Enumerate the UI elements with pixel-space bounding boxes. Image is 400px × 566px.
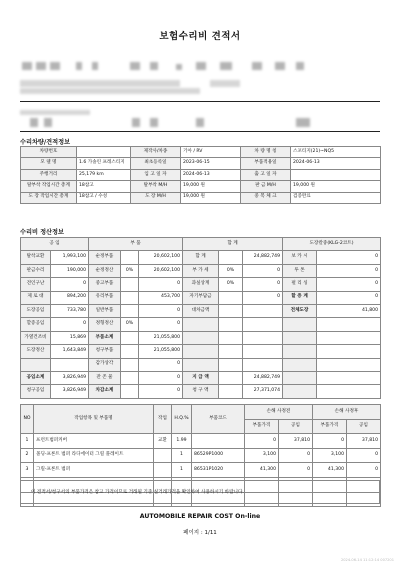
settlement-label: 유리부품	[89, 291, 121, 304]
settlement-value: 190,000	[51, 264, 89, 277]
settlement-value: 15,869	[51, 331, 89, 344]
settlement-value: 27,371,074	[243, 385, 283, 398]
table-row	[21, 434, 381, 449]
item-cell: 그릴-프론트 범퍼	[34, 463, 154, 478]
settlement-rate	[121, 251, 139, 264]
settlement-label: 청구공임	[21, 385, 51, 398]
print-timestamp: 2024-06-14 11:12:14 007201	[340, 558, 394, 562]
settlement-row	[21, 304, 381, 317]
settlement-value: 0	[317, 264, 381, 277]
item-cell	[192, 434, 245, 449]
items-sub-header: 공임	[347, 419, 381, 434]
item-cell: 1	[172, 463, 192, 478]
settlement-label	[283, 385, 317, 398]
settlement-label: 일반부품	[89, 304, 121, 317]
items-sub-header: 부품가격	[245, 419, 279, 434]
item-cell: 1.99	[172, 434, 192, 449]
settlement-label: 가열건조비	[21, 331, 51, 344]
table-row	[21, 463, 381, 478]
redacted-block	[36, 62, 46, 70]
settlement-row	[21, 291, 381, 304]
settlement-label: 과실상계	[183, 278, 219, 291]
settlement-value: 3,826,949	[51, 385, 89, 398]
info-value: 기아 / RV	[181, 147, 241, 158]
settlement-label	[283, 345, 317, 358]
items-column-header: NO	[21, 405, 34, 434]
settlement-label: 견인구난	[21, 278, 51, 291]
info-label: 모 델 명	[21, 158, 77, 169]
settlement-rate	[219, 385, 243, 398]
settlement-rate	[121, 291, 139, 304]
page-number: 페이지 : 1/11	[183, 530, 217, 536]
redacted-block	[132, 118, 140, 127]
settlement-value: 0	[243, 291, 283, 304]
settlement-label: 정형정산	[89, 318, 121, 331]
settlement-value: 1,993,100	[51, 251, 89, 264]
items-column-header: H.Q.%	[172, 405, 192, 434]
item-cell	[154, 463, 172, 478]
settlement-label: 청구부품	[89, 345, 121, 358]
info-value	[77, 147, 131, 158]
settlement-label: 부품소계	[89, 331, 121, 344]
notice-box: 이 견적서/청구서의 부품가격은 참고 가격이므로 거래될 기준 실거래가격을 확인하여 사용하시기 바랍니다.	[20, 480, 380, 504]
info-label: 최초등록일	[131, 158, 181, 169]
item-cell: 41,300	[245, 463, 279, 478]
settlement-row	[21, 318, 381, 331]
item-cell: 3,100	[313, 448, 347, 463]
settlement-value	[243, 358, 283, 371]
settlement-row	[21, 278, 381, 291]
vehicle-info-row	[21, 181, 381, 192]
settlement-label	[283, 371, 317, 384]
item-cell: 0	[347, 463, 381, 478]
item-cell: 1	[21, 434, 34, 449]
items-column-header: 작업항목 및 부품명	[34, 405, 154, 434]
settlement-value	[317, 345, 381, 358]
settlement-label: 자기부담금	[183, 291, 219, 304]
settlement-row	[21, 371, 381, 384]
settlement-label	[183, 358, 219, 371]
settlement-value: 453,700	[139, 291, 183, 304]
settlement-rate	[121, 371, 139, 384]
settlement-label: 순정부품	[89, 251, 121, 264]
settlement-label: 펄 리 싱	[283, 278, 317, 291]
settlement-label: 보 카 시	[283, 251, 317, 264]
item-cell: 교환	[154, 434, 172, 449]
settlement-value: 0	[317, 251, 381, 264]
redacted-block	[296, 118, 310, 127]
settlement-value: 24,882,749	[243, 251, 283, 264]
table-row	[21, 448, 381, 463]
items-column-header: 작업	[154, 405, 172, 434]
settlement-value	[243, 345, 283, 358]
settlement-rate	[219, 304, 243, 317]
settlement-label: 지 급 액	[183, 371, 219, 384]
settlement-rate	[121, 331, 139, 344]
settlement-value	[243, 318, 283, 331]
info-label: 도 장 작업시간 총계	[21, 192, 77, 203]
info-label: 제작사/차종	[131, 147, 181, 158]
vehicle-info-row	[21, 147, 381, 158]
settlement-label: 대차금액	[183, 304, 219, 317]
info-label: 차량번호	[21, 147, 77, 158]
item-cell: 2	[21, 448, 34, 463]
settlement-value: 894,200	[51, 291, 89, 304]
redacted-block	[150, 62, 158, 70]
divider	[20, 101, 380, 102]
settlement-value: 20,602,100	[139, 264, 183, 277]
settlement-rate	[121, 278, 139, 291]
item-cell: 0	[245, 434, 279, 449]
settlement-row	[21, 264, 381, 277]
redacted-block	[20, 88, 200, 94]
settlement-value	[317, 358, 381, 371]
items-column-header: 손해 사정전	[245, 405, 313, 420]
redacted-block	[275, 62, 285, 70]
settlement-value: 0	[317, 291, 381, 304]
settlement-label: 도장공임	[21, 304, 51, 317]
item-cell: 0	[279, 463, 313, 478]
settlement-label: 잔 존 물	[89, 371, 121, 384]
info-label: 탈부착 M/H	[131, 181, 181, 192]
settlement-row	[21, 385, 381, 398]
settlement-header-row	[21, 238, 381, 251]
settlement-value: 733,780	[51, 304, 89, 317]
settlement-value: 0	[243, 278, 283, 291]
item-cell: 0	[313, 434, 347, 449]
redacted-block	[176, 64, 182, 70]
info-label: 도 장 M/H	[131, 192, 181, 203]
item-cell: 37,810	[347, 434, 381, 449]
redacted-block	[296, 62, 304, 70]
info-value: 2024-06-13	[291, 158, 381, 169]
item-cell: 프런트범퍼커버	[34, 434, 154, 449]
item-cell: 1	[172, 448, 192, 463]
settlement-value: 24,882,749	[243, 371, 283, 384]
vehicle-info-row	[21, 158, 381, 169]
settlement-label: 제 로 대	[21, 291, 51, 304]
settlement-value: 21,055,800	[139, 345, 183, 358]
settlement-label: 할 증 계	[283, 291, 317, 304]
settlement-value: 3,826,949	[51, 371, 89, 384]
settlement-group-header: 부 품	[89, 238, 183, 251]
settlement-group-header: 합 계	[183, 238, 283, 251]
settlement-value: 0	[243, 264, 283, 277]
info-label: 탈부착 작업시간 총계	[21, 181, 77, 192]
info-value: 2023-06-15	[181, 158, 241, 169]
redacted-block	[130, 62, 140, 70]
settlement-label	[183, 318, 219, 331]
settlement-rate	[121, 304, 139, 317]
settlement-rate	[219, 371, 243, 384]
section-title-vehicle: 수리차량/견적정보	[20, 139, 71, 146]
settlement-value: 0	[51, 278, 89, 291]
settlement-label: 중고부품	[89, 278, 121, 291]
info-label: 부품적용일	[241, 158, 291, 169]
settlement-group-header: 공 임	[21, 238, 89, 251]
info-value: 25,179 km	[77, 169, 131, 180]
item-cell: 86531P1020	[192, 463, 245, 478]
settlement-rate	[219, 318, 243, 331]
settlement-value: 20,602,100	[139, 251, 183, 264]
info-label: 차 량 명 칭	[241, 147, 291, 158]
vehicle-info-row	[21, 169, 381, 180]
settlement-value	[317, 331, 381, 344]
item-cell: 3,100	[245, 448, 279, 463]
redacted-block	[252, 62, 262, 70]
items-column-header: 손해 사정후	[313, 405, 381, 420]
settlement-value: 0	[51, 318, 89, 331]
info-value: 19,000 원	[181, 181, 241, 192]
item-cell: 0	[279, 448, 313, 463]
settlement-value: 21,055,800	[139, 331, 183, 344]
redacted-block	[196, 62, 206, 70]
redacted-block	[20, 80, 180, 87]
redacted-block	[210, 80, 240, 87]
item-cell: 41,300	[313, 463, 347, 478]
settlement-label: 판금수리	[21, 264, 51, 277]
settlement-row	[21, 251, 381, 264]
settlement-label: 투 톤	[283, 264, 317, 277]
settlement-label	[283, 358, 317, 371]
item-cell: 3	[21, 463, 34, 478]
vehicle-info-table	[20, 146, 381, 204]
settlement-value	[317, 385, 381, 398]
redacted-block	[20, 110, 90, 115]
settlement-value	[243, 331, 283, 344]
settlement-label	[183, 331, 219, 344]
settlement-table	[20, 237, 381, 399]
settlement-label	[283, 331, 317, 344]
settlement-label: 감가상각	[89, 358, 121, 371]
settlement-row	[21, 358, 381, 371]
settlement-value: 0	[139, 358, 183, 371]
settlement-rate	[121, 385, 139, 398]
info-value: 18참고 / 수성	[77, 192, 131, 203]
settlement-label: 탈착교환	[21, 251, 51, 264]
redacted-block	[150, 118, 158, 127]
settlement-rate	[121, 345, 139, 358]
settlement-label: 전체도장	[283, 304, 317, 317]
settlement-rate	[219, 251, 243, 264]
settlement-rate	[219, 345, 243, 358]
settlement-value: 1,643,849	[51, 345, 89, 358]
settlement-value: 0	[139, 278, 183, 291]
redacted-block	[196, 118, 204, 127]
items-sub-header: 부품가격	[313, 419, 347, 434]
redacted-block	[92, 62, 98, 70]
item-cell	[154, 448, 172, 463]
settlement-label: 부 가 세	[183, 264, 219, 277]
settlement-label	[283, 318, 317, 331]
items-header-row	[21, 405, 381, 420]
settlement-rate: 0%	[121, 264, 139, 277]
footer-title: AUTOMOBILE REPAIR COST On-line	[139, 513, 261, 520]
settlement-row	[21, 331, 381, 344]
redacted-block	[44, 118, 52, 127]
info-value: 18참고	[77, 181, 131, 192]
settlement-label: 할증공임	[21, 318, 51, 331]
settlement-label	[21, 358, 51, 371]
settlement-value: 0	[317, 278, 381, 291]
item-cell: 37,810	[279, 434, 313, 449]
settlement-label: 순정정산	[89, 264, 121, 277]
items-column-header: 부품코드	[192, 405, 245, 434]
info-label: 주행거리	[21, 169, 77, 180]
settlement-value	[317, 318, 381, 331]
info-value: 검증완료	[291, 192, 381, 203]
info-label: 중 복 체 크	[241, 192, 291, 203]
settlement-rate: 0%	[219, 278, 243, 291]
redacted-block	[30, 118, 38, 127]
info-label: 출 고 일 자	[241, 169, 291, 180]
items-sub-header: 공임	[279, 419, 313, 434]
item-cell: 0	[347, 448, 381, 463]
settlement-label	[183, 345, 219, 358]
redacted-block	[76, 62, 82, 70]
settlement-value: 0	[139, 318, 183, 331]
document-title: 보험수리비 견적서	[159, 31, 241, 42]
settlement-value	[243, 304, 283, 317]
item-cell: 86529P1000	[192, 448, 245, 463]
divider	[20, 131, 380, 132]
settlement-value: 0	[139, 371, 183, 384]
settlement-group-header: 도장칼중(KLG-2코트)	[283, 238, 381, 251]
info-value	[291, 169, 381, 180]
settlement-rate	[219, 291, 243, 304]
settlement-label: 합 계	[183, 251, 219, 264]
info-value: 2024-06-13	[181, 169, 241, 180]
vehicle-info-row	[21, 192, 381, 203]
settlement-rate: 0%	[121, 318, 139, 331]
settlement-rate: 0%	[219, 264, 243, 277]
info-label: 입 고 일 자	[131, 169, 181, 180]
settlement-label: 도장정산	[21, 345, 51, 358]
settlement-value: 0	[139, 385, 183, 398]
settlement-row	[21, 345, 381, 358]
info-value: 1.6 가솔린 프레스티지	[77, 158, 131, 169]
settlement-label: 차감소계	[89, 385, 121, 398]
settlement-label: 공임소계	[21, 371, 51, 384]
settlement-label: 청 구 액	[183, 385, 219, 398]
settlement-rate	[121, 358, 139, 371]
info-value: 19,000 원	[291, 181, 381, 192]
settlement-value	[317, 371, 381, 384]
redacted-block	[50, 62, 60, 70]
settlement-value: 0	[139, 304, 183, 317]
item-cell: 몰딩-프론트 범퍼 라디에이터 그릴 플레이트	[34, 448, 154, 463]
settlement-rate	[219, 358, 243, 371]
info-value: 19,000 원	[181, 192, 241, 203]
settlement-value: 41,800	[317, 304, 381, 317]
info-value: 스포티지(21)~NQ5	[291, 147, 381, 158]
settlement-value	[51, 358, 89, 371]
redacted-block	[22, 62, 32, 70]
info-label: 판 금 M/H	[241, 181, 291, 192]
section-title-settlement: 수리비 정산정보	[20, 229, 64, 236]
redacted-block	[220, 62, 232, 70]
settlement-rate	[219, 331, 243, 344]
